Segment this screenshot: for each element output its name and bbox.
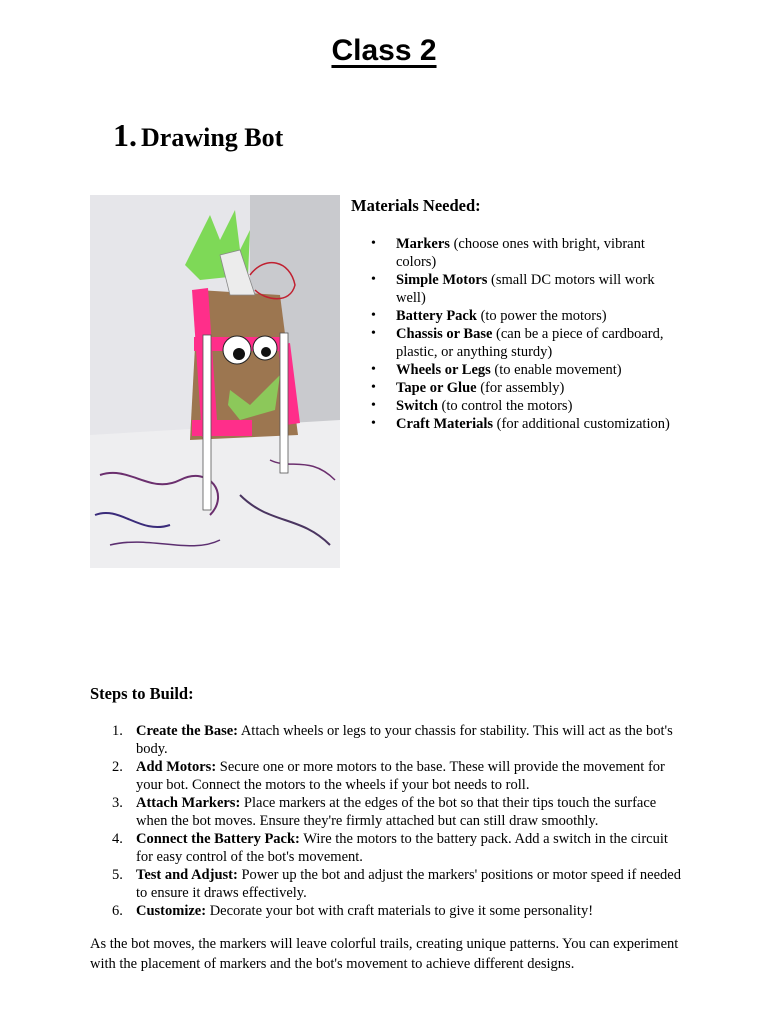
step-description: Power up the bot and adjust the markers' positions or motor speed if needed to ensure it draws effectively. [136, 867, 681, 901]
page-title: Class 2 [331, 34, 437, 67]
list-item [396, 235, 686, 271]
drawing-bot-photo [90, 195, 340, 568]
list-item [396, 325, 686, 361]
step-number: 4. [112, 831, 123, 847]
list-item [112, 866, 686, 902]
step-name: Add Motors: [136, 759, 217, 775]
section-title: Drawing Bot [141, 123, 284, 152]
item-name: Markers [396, 236, 450, 252]
materials-heading: Materials Needed: [351, 196, 481, 215]
list-item [112, 722, 686, 758]
step-number: 6. [112, 903, 123, 919]
item-description: (small DC motors will work well) [396, 272, 655, 306]
item-name: Wheels or Legs [396, 362, 491, 378]
item-description: (to enable movement) [490, 362, 622, 378]
step-name: Test and Adjust: [136, 867, 238, 883]
step-name: Create the Base: [136, 723, 239, 739]
list-item [396, 361, 686, 379]
section-heading [113, 117, 283, 154]
closing-paragraph: As the bot moves, the markers will leave colorful trails, creating unique patterns. You can experiment with the placement of markers and the bot's movement to achieve different designs. [90, 936, 679, 972]
list-item [396, 379, 686, 397]
step-description: Decorate your bot with craft materials to give it some personality! [206, 903, 594, 919]
item-description: (for assembly) [476, 380, 565, 396]
step-number: 1. [112, 723, 123, 739]
list-item [112, 830, 686, 866]
item-description: (can be a piece of cardboard, plastic, or anything sturdy) [396, 326, 664, 360]
item-description: (choose ones with bright, vibrant colors) [396, 236, 645, 270]
item-name: Tape or Glue [396, 380, 477, 396]
step-description: Attach wheels or legs to your chassis for stability. This will act as the bot's body. [136, 723, 673, 757]
step-description: Wire the motors to the battery pack. Add a switch in the circuit for easy control of the bot's movement. [136, 831, 668, 865]
list-item [396, 397, 686, 415]
steps-list [112, 722, 686, 920]
item-name: Chassis or Base [396, 326, 493, 342]
item-name: Simple Motors [396, 272, 488, 288]
step-number: 3. [112, 795, 123, 811]
list-item [396, 415, 686, 433]
step-name: Attach Markers: [136, 795, 241, 811]
list-item [112, 758, 686, 794]
item-description: (to control the motors) [437, 398, 573, 414]
item-description: (to power the motors) [476, 308, 607, 324]
step-description: Secure one or more motors to the base. These will provide the movement for your bot. Connect the motors to the wheels if your bot needs to roll. [136, 759, 665, 793]
list-item [396, 271, 686, 307]
list-item [396, 307, 686, 325]
item-name: Battery Pack [396, 308, 477, 324]
step-description: Place markers at the edges of the bot so that their tips touch the surface when the bot moves. Ensure they're firmly attached but can still draw smoothly. [136, 795, 657, 829]
step-name: Connect the Battery Pack: [136, 831, 300, 847]
list-item [112, 902, 686, 920]
item-description: (for additional customization) [493, 416, 670, 432]
item-name: Craft Materials [396, 416, 494, 432]
step-name: Customize: [136, 903, 207, 919]
step-number: 2. [112, 759, 123, 775]
steps-heading: Steps to Build: [90, 684, 194, 703]
materials-list [396, 235, 686, 433]
list-item [112, 794, 686, 830]
step-number: 5. [112, 867, 123, 883]
item-name: Switch [396, 398, 438, 414]
section-number: 1. [113, 117, 137, 153]
